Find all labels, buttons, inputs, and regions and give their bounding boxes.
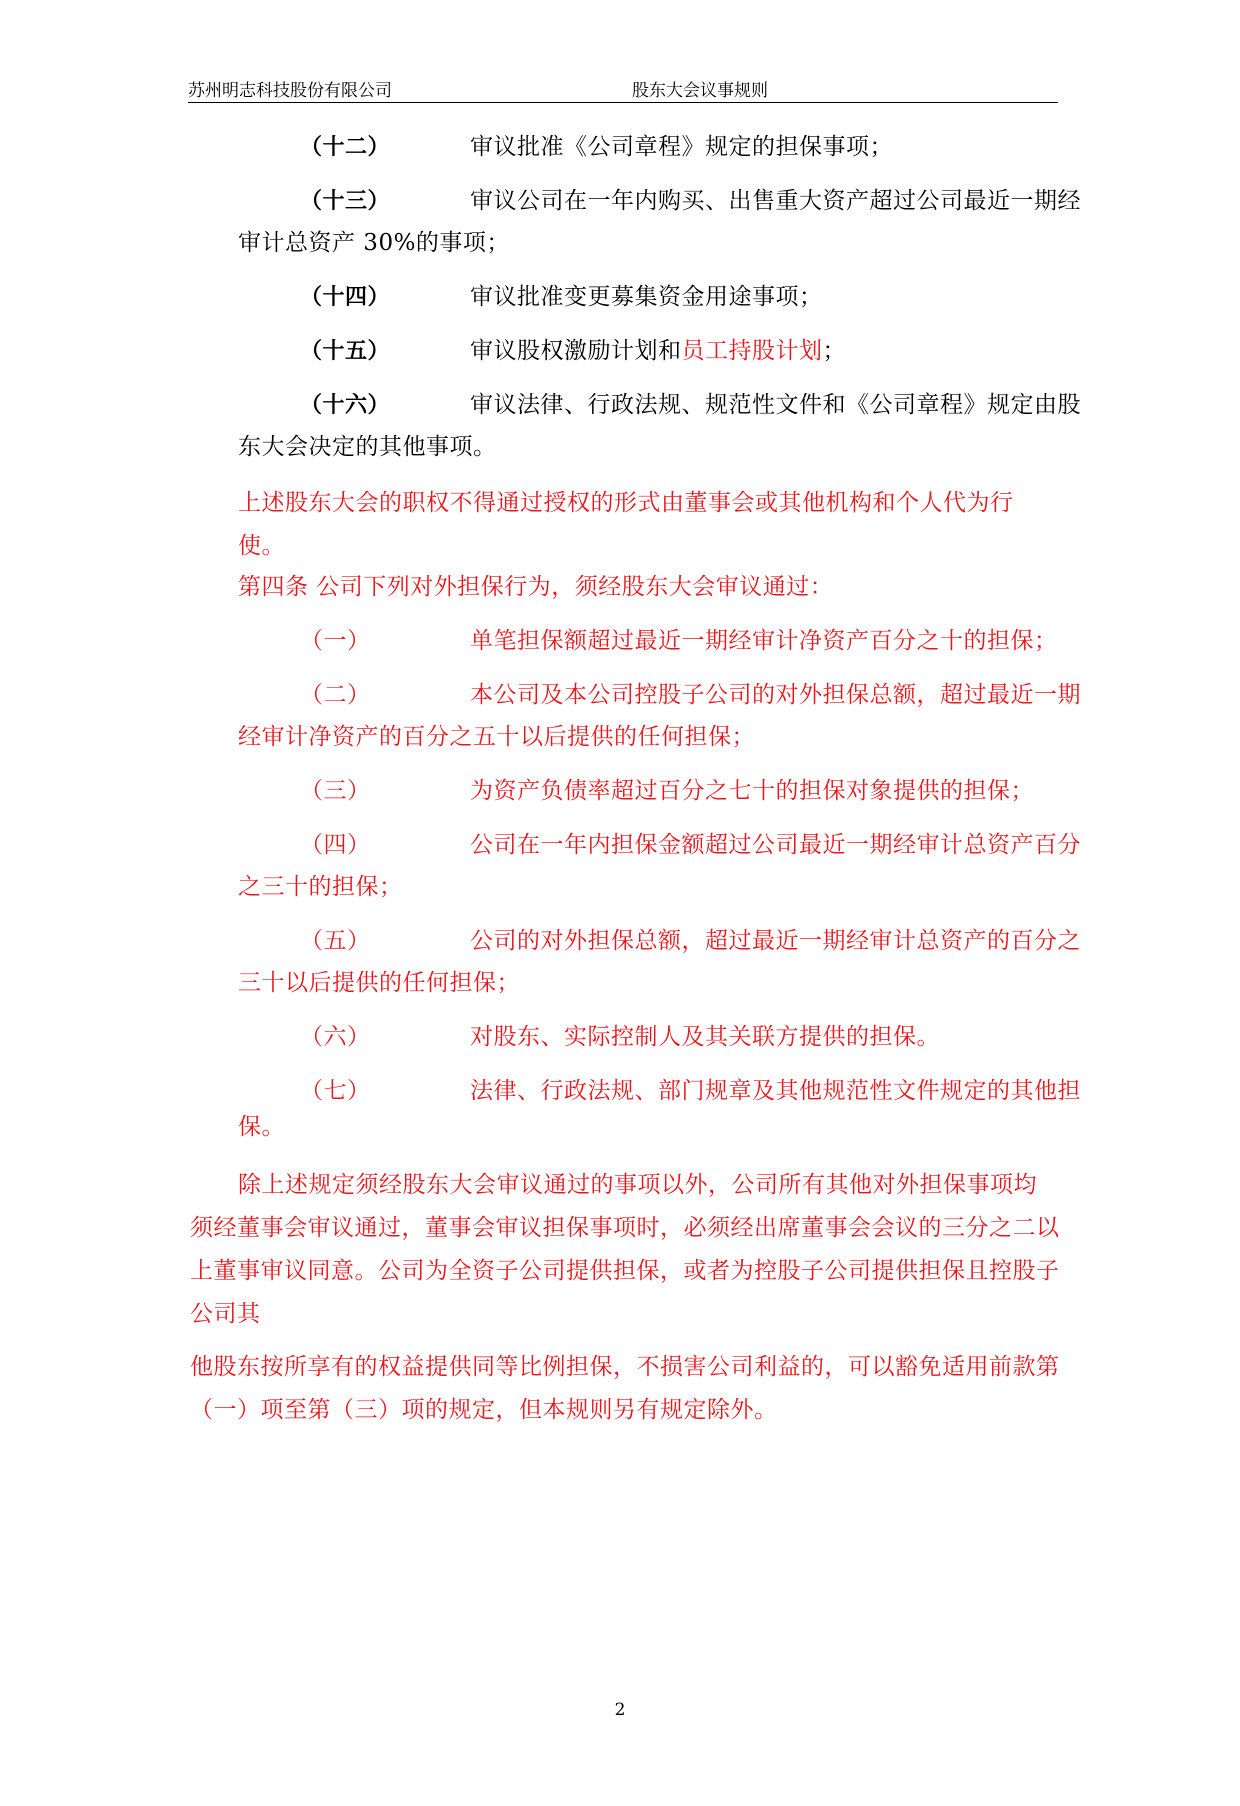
item-number: （五）: [300, 928, 371, 954]
article-4-intro: 第四条 公司下列对外担保行为，须经股东大会审议通过：: [238, 574, 834, 600]
item-number: （一）: [300, 628, 371, 654]
item-number: （三）: [300, 778, 371, 804]
item-text: 审议批准《公司章程》规定的担保事项；: [470, 134, 893, 160]
item-text-cont: 东大会决定的其他事项。: [238, 434, 497, 460]
item-text: 为资产负债率超过百分之七十的担保对象提供的担保；: [470, 778, 1034, 804]
item-number: （六）: [300, 1024, 371, 1050]
item-text: 单笔担保额超过最近一期经审计净资产百分之十的担保；: [470, 628, 1058, 654]
item-15: [300, 330, 846, 373]
guarantee-item-5-continued: [238, 962, 520, 1005]
page-header: [188, 72, 1058, 103]
item-16-continued: [238, 426, 497, 469]
item-text-end: ；: [822, 338, 846, 364]
item-number: （十五）: [300, 339, 391, 364]
guarantee-item-4: [300, 824, 1081, 867]
item-number: （十四）: [300, 285, 391, 310]
item-text-cont: 之三十的担保；: [238, 874, 403, 900]
article-4-closing-continued: 他股东按所享有的权益提供同等比例担保，不损害公司利益的，可以豁免适用前款第（一）项至第（三）项的规定，但本规则另有规定除外。: [190, 1354, 1060, 1423]
item-13-continued: [238, 222, 510, 265]
guarantee-item-1: [300, 620, 1058, 663]
item-number: （二）: [300, 682, 371, 708]
page-number: 2: [614, 1700, 626, 1720]
item-text-cont: 审计总资产 30%的事项；: [238, 230, 510, 256]
item-14: [300, 276, 823, 319]
item-text: 公司在一年内担保金额超过公司最近一期经审计总资产百分: [470, 832, 1081, 858]
item-13: [300, 180, 1081, 223]
guarantee-item-7: [300, 1070, 1081, 1113]
item-text-cont: 保。: [238, 1114, 285, 1140]
item-16: [300, 384, 1081, 427]
item-text: 审议批准变更募集资金用途事项；: [470, 284, 823, 310]
item-number: （十六）: [300, 393, 391, 418]
guarantee-item-2-continued: [238, 716, 755, 759]
item-text: 公司的对外担保总额，超过最近一期经审计总资产的百分之: [470, 928, 1081, 954]
article-4-closing: 除上述规定须经股东大会审议通过的事项以外，公司所有其他对外担保事项均须经董事会审议通过，董事会审议担保事项时，必须经出席董事会会议的三分之二以上董事审议同意。公司为全资子公司提供担保，或者为控股子公司提供担保且控股子公司其: [190, 1172, 1060, 1327]
item-number: （七）: [300, 1078, 371, 1104]
document-title: 股东大会议事规则: [632, 81, 768, 101]
item-number: （十三）: [300, 189, 391, 214]
item-text: 审议股权激励计划和: [470, 338, 682, 364]
item-text: 本公司及本公司控股子公司的对外担保总额，超过最近一期: [470, 682, 1081, 708]
item-number: （四）: [300, 832, 371, 858]
guarantee-item-5: [300, 920, 1081, 963]
item-number: （十二）: [300, 135, 391, 160]
guarantee-item-3: [300, 770, 1034, 813]
delegation-note: 上述股东大会的职权不得通过授权的形式由董事会或其他机构和个人代为行使。: [238, 490, 1014, 559]
item-text: 审议法律、行政法规、规范性文件和《公司章程》规定由股: [470, 392, 1081, 418]
item-text-cont: 三十以后提供的任何担保；: [238, 970, 520, 996]
guarantee-item-6: [300, 1016, 940, 1059]
guarantee-item-2: [300, 674, 1081, 717]
guarantee-item-7-continued: [238, 1106, 285, 1149]
item-text-highlight: 员工持股计划: [681, 338, 823, 364]
company-name: 苏州明志科技股份有限公司: [188, 81, 392, 101]
item-text: 对股东、实际控制人及其关联方提供的担保。: [470, 1024, 940, 1050]
item-12: [300, 126, 893, 169]
guarantee-item-4-continued: [238, 866, 403, 909]
item-text: 法律、行政法规、部门规章及其他规范性文件规定的其他担: [470, 1078, 1081, 1104]
item-text: 审议公司在一年内购买、出售重大资产超过公司最近一期经: [470, 188, 1081, 214]
item-text-cont: 经审计净资产的百分之五十以后提供的任何担保；: [238, 724, 755, 750]
